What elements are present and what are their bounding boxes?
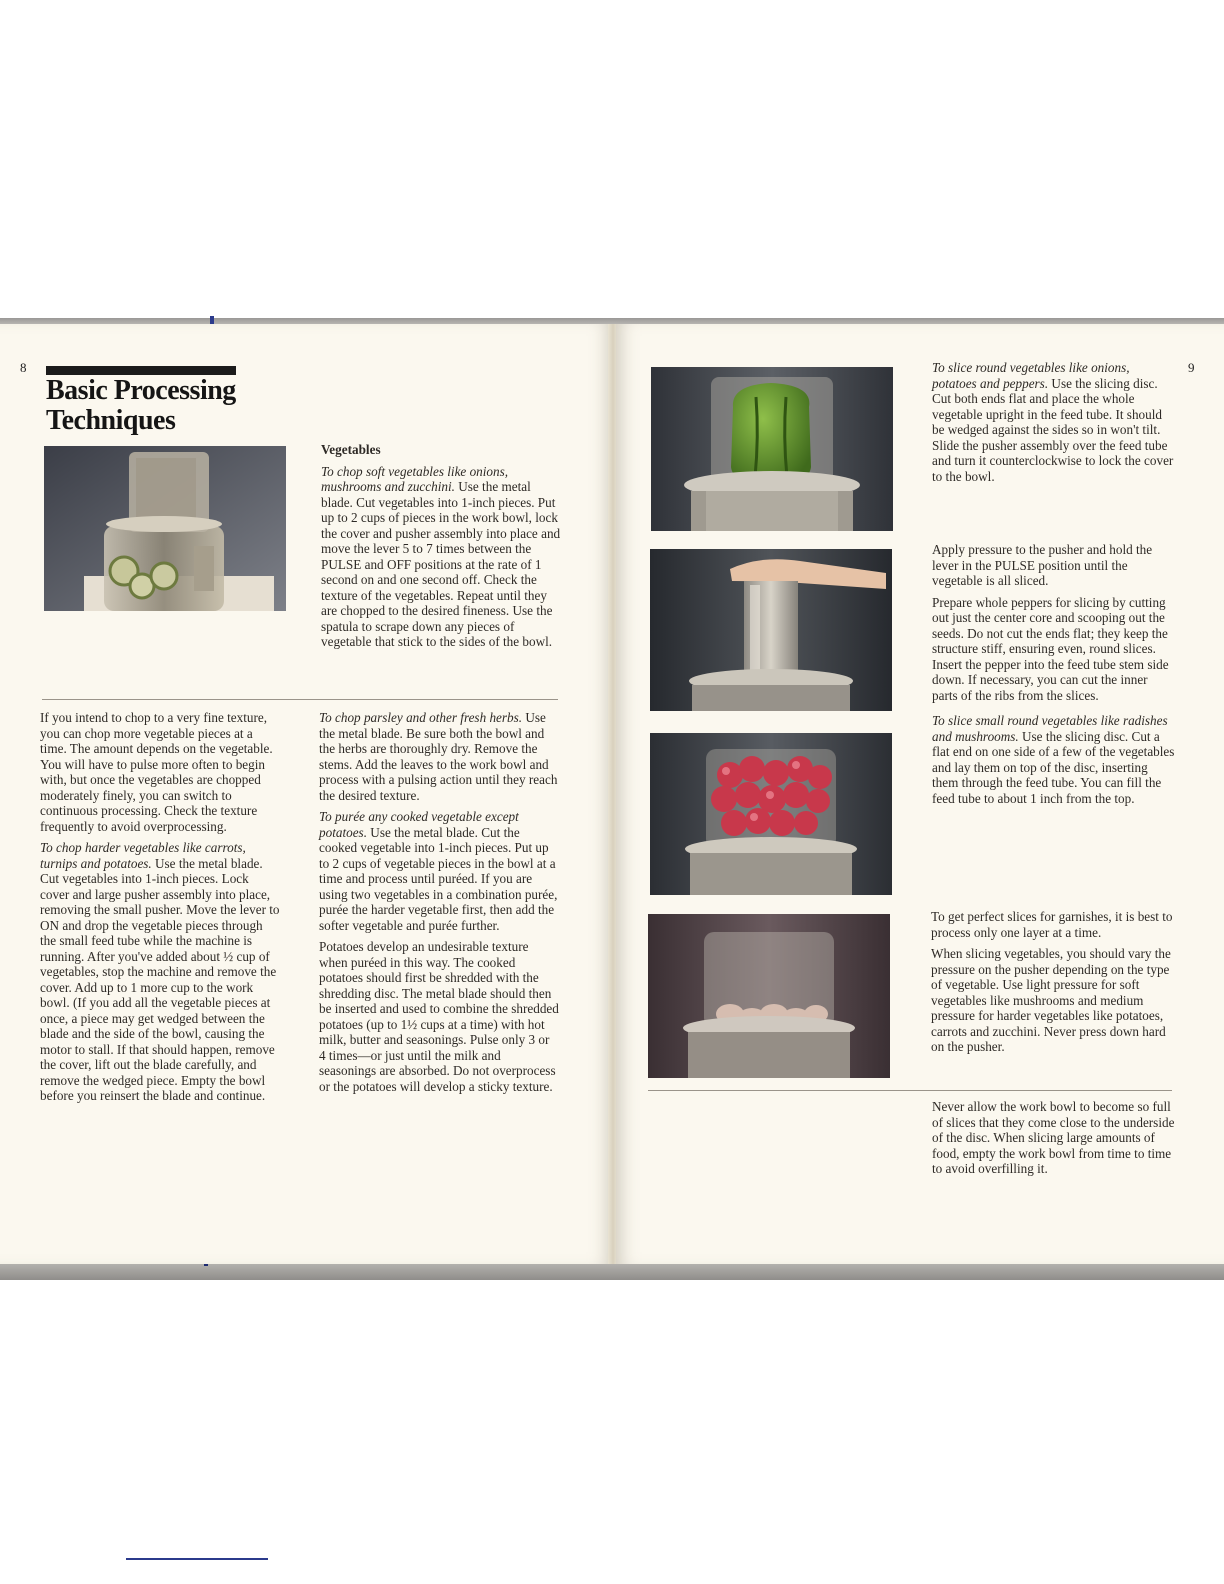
right-page-divider bbox=[648, 1090, 1172, 1091]
garnish-paragraph: To get perfect slices for garnishes, it is best to process only one layer at a time. bbox=[931, 909, 1173, 940]
harder-veg-paragraph bbox=[40, 840, 280, 1104]
vary-pressure-paragraph: When slicing vegetables, you should vary the pressure on the pusher depending on the type of vegetable. Use light pressure for soft vegetables like mushrooms and medium pressure for harder vegetables like potatoes, carrots and zucchini. Never press down hard on the pusher. bbox=[931, 946, 1171, 1054]
pressure-paragraph: Apply pressure to the pusher and hold the lever in the PULSE position until the vegetable is all sliced. bbox=[932, 542, 1153, 588]
page-title-line2: Techniques bbox=[46, 405, 176, 436]
page-number-left: 8 bbox=[20, 360, 27, 375]
right-column-bottom bbox=[319, 710, 559, 1100]
left-page-divider bbox=[42, 699, 558, 700]
peppers-paragraph: Prepare whole peppers for slicing by cutting out just the center core and scooping out the seeds. Do not cut the ends flat; they keep the structure stiff, ensuring even, round slices. Insert the pepper into the feed tube stem side down. If necessary, you can cut the inner parts of the ribs from the slices. bbox=[932, 594, 1169, 703]
pressure-section bbox=[932, 542, 1176, 812]
page-title bbox=[46, 376, 286, 436]
small-veg-lead: To slice small round vegetables like radishes and mushrooms. bbox=[932, 713, 1168, 744]
small-veg-body: Use the slicing disc. Cut a flat end on one side of a few of the vegetables and lay them on top of the disc, inserting them through the feed tube. You can fill the feed tube to about 1 inch from the top. bbox=[932, 728, 1175, 806]
potatoes-paragraph: Potatoes develop an undesirable texture when puréed in this way. The cooked potatoes should first be shredded with the shredding disc. The metal blade should then be inserted and used to combine the shredded potatoes (up to 1½ cups at a time) with hot milk, butter and seasonings. Pulse only 3 or 4 times—or just until the milk and seasonings are absorbed. Do not overprocess or the potatoes will develop a sticky texture. bbox=[319, 939, 559, 1094]
page-number-right: 9 bbox=[1188, 360, 1195, 375]
title-bar bbox=[46, 366, 236, 375]
small-veg-paragraph bbox=[932, 713, 1176, 806]
harder-veg-lead: To chop harder vegetables like carrots, turnips and potatoes. bbox=[40, 840, 246, 871]
round-veg-lead: To slice round vegetables like onions, potatoes and peppers. bbox=[932, 360, 1130, 391]
soft-veg-lead: To chop soft vegetables like onions, mushrooms and zucchini. bbox=[321, 463, 509, 494]
parsley-lead: To chop parsley and other fresh herbs. bbox=[319, 710, 523, 725]
parsley-paragraph bbox=[319, 710, 559, 803]
left-column-bottom bbox=[40, 710, 280, 1110]
vegetables-section bbox=[321, 442, 561, 656]
photo-mushrooms bbox=[648, 914, 890, 1078]
photo-radishes bbox=[650, 733, 892, 895]
fine-texture-paragraph: If you intend to chop to a very fine texture, you can chop more vegetable pieces at a time. The amount depends on the vegetable. You will have to pulse more often to begin with, but once the vegetables are chopped moderately finely, you can switch to continuous processing. Check the texture frequently to avoid overprocessing. bbox=[40, 710, 273, 834]
harder-veg-body: Use the metal blade. Cut vegetables into 1-inch pieces. Lock cover and large pusher assembly into place, removing the small pusher. Move the lever to ON and drop the vegetable pieces through the small feed tube while the machine is running. After you've added about ½ cup of vegetables, stop the machine and remove the cover. Add up to 1 more cup to the work bowl. (If you add all the vegetable pieces at once, a piece may get wedged between the blade and the side of the bowl, causing the motor to stall. If that should happen, remove the cover, lift out the blade carefully, and remove the wedged piece. Empty the bowl before you reinsert the blade and continue. bbox=[40, 855, 280, 1103]
puree-body: Use the metal blade. Cut the cooked vegetable into 1-inch pieces. Put up to 2 cups of vegetable pieces in the bowl at a time and process until puréed. If you are using two vegetables in a combination purée, purée the harder vegetable first, then add the softer vegetable and purée further. bbox=[319, 824, 558, 933]
puree-paragraph bbox=[319, 809, 559, 933]
underline-mark bbox=[126, 1558, 268, 1560]
page-title-line1: Basic Processing bbox=[46, 375, 236, 406]
round-veg-paragraph bbox=[932, 360, 1174, 484]
photo-green-pepper bbox=[651, 367, 893, 531]
soft-veg-body: Use the metal blade. Cut vegetables into 1-inch pieces. Put up to 2 cups of pieces in the work bowl, lock the cover and pusher assembly into place and move the lever 5 to 7 times between the PULSE and OFF positions at the rate of 1 second on and one second off. Check the texture of the vegetables. Repeat until they are chopped to the desired fineness. Use the spatula to scrape down any pieces of vegetable that stick to the sides of the bowl. bbox=[321, 479, 561, 649]
parsley-body: Use the metal blade. Be sure both the bowl and the herbs are thoroughly dry. Remove the stems. Add the leaves to the work bowl and process with a pulsing action until they reach the desired texture. bbox=[319, 710, 558, 803]
photo-hand-on-pusher bbox=[650, 549, 892, 711]
garnish-section bbox=[931, 909, 1175, 1061]
soft-veg-paragraph bbox=[321, 464, 561, 650]
round-veg-body: Use the slicing disc. Cut both ends flat and place the whole vegetable upright in the feed tube. It should be wedged against the sides so in won't tilt. Slide the pusher assembly over the feed tube and turn it counterclockwise to lock the cover to the bowl. bbox=[932, 375, 1174, 484]
round-veg-section bbox=[932, 360, 1174, 490]
vegetables-heading: Vegetables bbox=[321, 442, 381, 457]
overfill-section bbox=[932, 1099, 1176, 1183]
puree-lead: To purée any cooked vegetable except potatoes. bbox=[319, 809, 519, 840]
photo-food-processor-zucchini bbox=[44, 446, 286, 611]
overfill-paragraph: Never allow the work bowl to become so full of slices that they come close to the underside of the disc. When slicing large amounts of food, empty the work bowl from time to time to avoid overfilling it. bbox=[932, 1099, 1175, 1176]
